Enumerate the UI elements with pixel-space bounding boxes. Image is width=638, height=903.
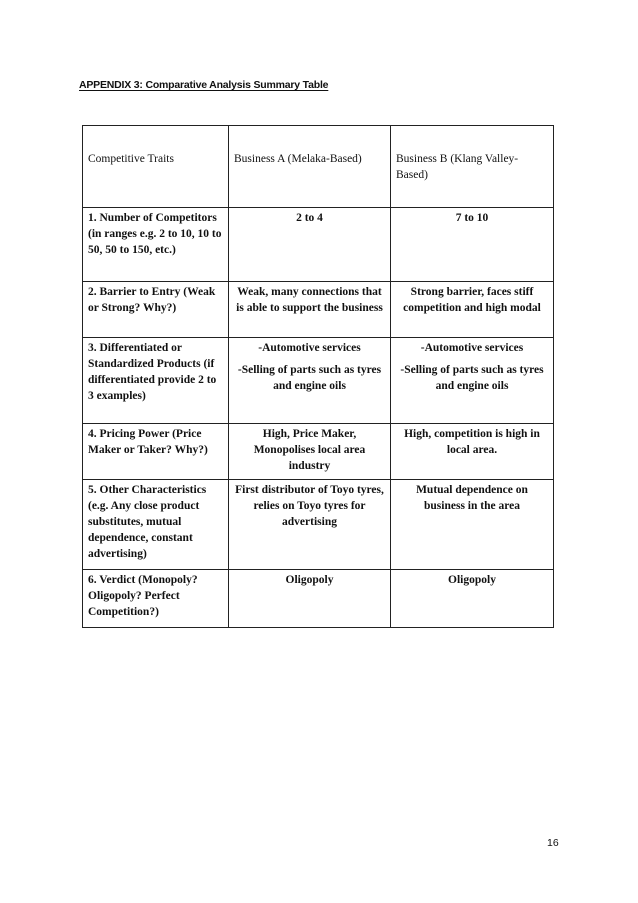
business-b-cell <box>391 282 554 338</box>
table-row <box>83 282 554 338</box>
cell-text: Weak, many connections that is able to support the business <box>236 286 383 314</box>
business-a-cell <box>229 480 391 570</box>
business-b-cell <box>391 480 554 570</box>
business-a-cell <box>229 208 391 282</box>
cell-text: -Automotive services <box>258 342 361 354</box>
cell-text: Oligopoly <box>285 574 334 586</box>
table-row <box>83 570 554 628</box>
cell-text: 7 to 10 <box>455 212 489 224</box>
business-a-cell <box>229 570 391 628</box>
trait-cell: 4. Pricing Power (Price Maker or Taker? Why?) <box>83 424 229 480</box>
cell-text: -Selling of parts such as tyres and engine oils <box>400 364 544 392</box>
cell-text: Oligopoly <box>448 574 496 586</box>
appendix-heading: APPENDIX 3: Comparative Analysis Summary Table <box>79 79 329 91</box>
table-row <box>83 424 554 480</box>
header-business-a: Business A (Melaka-Based) <box>229 126 391 208</box>
page-number: 16 <box>547 837 559 849</box>
table-header-row <box>83 126 554 208</box>
table-row <box>83 480 554 570</box>
table-row <box>83 208 554 282</box>
cell-text: -Automotive services <box>420 342 524 354</box>
business-a-cell <box>229 282 391 338</box>
cell-text: 2 to 4 <box>296 212 323 224</box>
trait-cell: 1. Number of Competitors (in ranges e.g. 2 to 10, 10 to 50, 50 to 150, etc.) <box>83 208 229 282</box>
table-row <box>83 338 554 424</box>
trait-cell: 6. Verdict (Monopoly? Oligopoly? Perfect Competition?) <box>83 570 229 628</box>
cell-text: -Selling of parts such as tyres and engine oils <box>237 364 382 392</box>
comparative-analysis-table <box>82 125 554 628</box>
trait-cell: 2. Barrier to Entry (Weak or Strong? Why?) <box>83 282 229 338</box>
business-a-cell <box>229 338 391 424</box>
cell-text: Strong barrier, faces stiff competition and high modal <box>403 286 541 314</box>
business-a-cell <box>229 424 391 480</box>
cell-text: High, competition is high in local area. <box>404 428 540 456</box>
cell-text: Mutual dependence on business in the area <box>416 484 528 512</box>
header-business-b: Business B (Klang Valley-Based) <box>391 126 554 208</box>
business-b-cell <box>391 424 554 480</box>
business-b-cell <box>391 338 554 424</box>
cell-text: First distributor of Toyo tyres, relies on Toyo tyres for advertising <box>235 484 384 528</box>
header-competitive-traits: Competitive Traits <box>83 126 229 208</box>
trait-cell: 3. Differentiated or Standardized Products (if differentiated provide 2 to 3 examples) <box>83 338 229 424</box>
business-b-cell <box>391 208 554 282</box>
trait-cell: 5. Other Characteristics (e.g. Any close product substitutes, mutual dependence, constant advertising) <box>83 480 229 570</box>
business-b-cell <box>391 570 554 628</box>
cell-text: High, Price Maker, Monopolises local area industry <box>253 428 366 472</box>
